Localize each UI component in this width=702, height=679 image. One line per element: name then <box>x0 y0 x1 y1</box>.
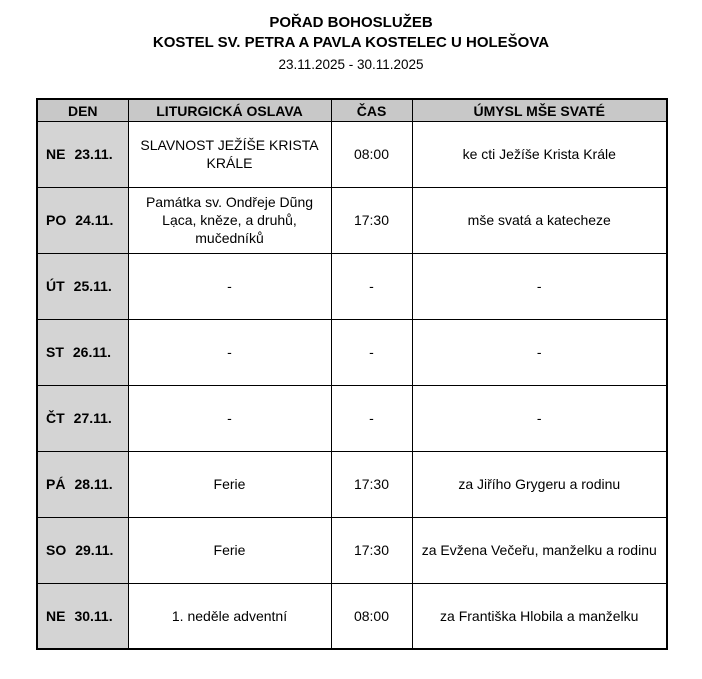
document-header <box>0 0 702 74</box>
day-cell <box>37 253 128 319</box>
day-date: 30.11. <box>74 608 113 625</box>
intention-cell: - <box>412 319 667 385</box>
column-header-den: DEN <box>37 99 128 121</box>
celebration-cell: - <box>128 385 331 451</box>
day-date: 24.11. <box>75 212 114 229</box>
intention-cell: za Evžena Večeřu, manželku a rodinu <box>412 517 667 583</box>
day-abbreviation: NE <box>46 146 66 163</box>
table-header-row <box>37 99 667 121</box>
time-cell: - <box>331 385 412 451</box>
celebration-cell: 1. neděle adventní <box>128 583 331 649</box>
day-abbreviation: SO <box>46 542 67 559</box>
column-header-umysl: ÚMYSL MŠE SVATÉ <box>412 99 667 121</box>
time-cell: 08:00 <box>331 121 412 187</box>
table-row <box>37 517 667 583</box>
table-row <box>37 121 667 187</box>
celebration-cell: Ferie <box>128 517 331 583</box>
day-date: 25.11. <box>73 278 112 295</box>
day-cell <box>37 187 128 253</box>
day-abbreviation: ST <box>46 344 64 361</box>
day-abbreviation: PO <box>46 212 67 229</box>
time-cell: 17:30 <box>331 187 412 253</box>
intention-cell: ke cti Ježíše Krista Krále <box>412 121 667 187</box>
column-header-liturgicka-oslava: LITURGICKÁ OSLAVA <box>128 99 331 121</box>
day-cell <box>37 385 128 451</box>
table-row <box>37 187 667 253</box>
celebration-cell: Památka sv. Ondřeje Dũng Lạca, kněze, a druhů, mučedníků <box>128 187 331 253</box>
time-cell: 17:30 <box>331 517 412 583</box>
day-date: 27.11. <box>73 410 112 427</box>
time-cell: - <box>331 253 412 319</box>
intention-cell: za Jiřího Grygeru a rodinu <box>412 451 667 517</box>
day-cell <box>37 121 128 187</box>
schedule-table <box>36 98 668 650</box>
day-date: 23.11. <box>74 146 113 163</box>
column-header-cas: ČAS <box>331 99 412 121</box>
table-row <box>37 385 667 451</box>
intention-cell: za Františka Hlobila a manželku <box>412 583 667 649</box>
celebration-cell: - <box>128 319 331 385</box>
intention-cell: - <box>412 385 667 451</box>
day-abbreviation: ÚT <box>46 278 65 295</box>
celebration-cell: SLAVNOST JEŽÍŠE KRISTA KRÁLE <box>128 121 331 187</box>
day-cell <box>37 583 128 649</box>
day-abbreviation: NE <box>46 608 66 625</box>
day-cell <box>37 517 128 583</box>
table-row <box>37 319 667 385</box>
table-row <box>37 583 667 649</box>
day-date: 29.11. <box>75 542 114 559</box>
page-title: POŘAD BOHOSLUŽEB <box>269 14 433 31</box>
intention-cell: mše svatá a katecheze <box>412 187 667 253</box>
time-cell: 17:30 <box>331 451 412 517</box>
table-row <box>37 451 667 517</box>
day-date: 26.11. <box>72 344 112 361</box>
intention-cell: - <box>412 253 667 319</box>
time-cell: 08:00 <box>331 583 412 649</box>
table-row <box>37 253 667 319</box>
day-abbreviation: ČT <box>46 410 65 427</box>
date-range: 23.11.2025 - 30.11.2025 <box>278 56 424 72</box>
day-cell <box>37 319 128 385</box>
day-date: 28.11. <box>74 476 113 493</box>
day-abbreviation: PÁ <box>46 476 66 493</box>
page-subtitle: KOSTEL SV. PETRA A PAVLA KOSTELEC U HOLEŠOVA <box>152 34 550 52</box>
celebration-cell: - <box>128 253 331 319</box>
celebration-cell: Ferie <box>128 451 331 517</box>
time-cell: - <box>331 319 412 385</box>
day-cell <box>37 451 128 517</box>
